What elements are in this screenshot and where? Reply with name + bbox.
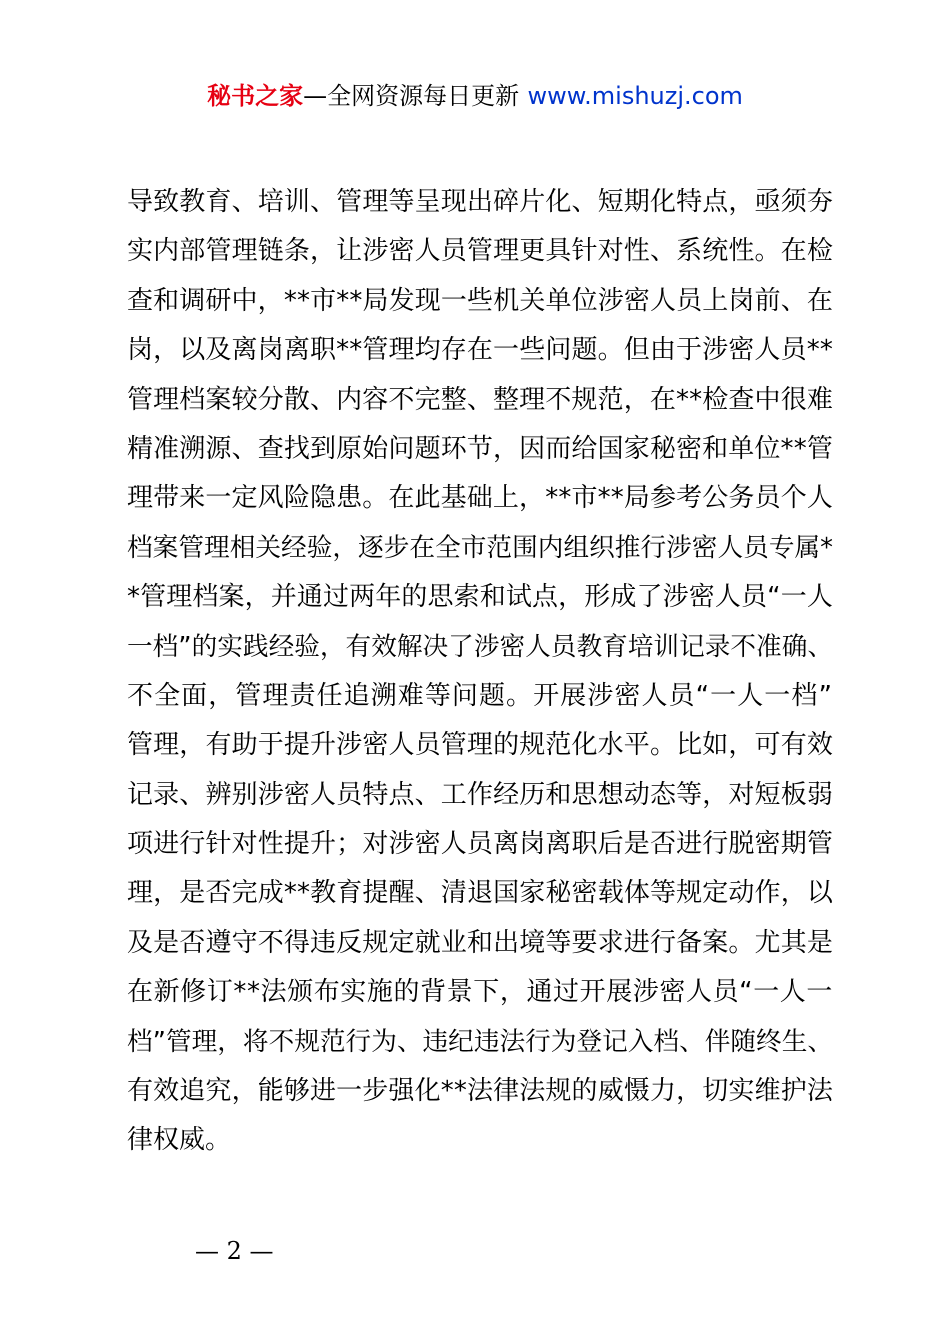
document-body bbox=[127, 178, 833, 1166]
body-line: 导致教育、培训、管理等呈现出碎片化、短期化特点，亟须夯 bbox=[127, 187, 833, 217]
body-line: 律权威。 bbox=[127, 1125, 232, 1156]
body-line: 实内部管理链条，让涉密人员管理更具针对性、系统性。在检 bbox=[127, 236, 833, 267]
body-line: 岗，以及离岗离职**管理均存在一些问题。但由于涉密人员** bbox=[127, 335, 833, 366]
body-line: 精准溯源、查找到原始问题环节，因而给国家秘密和单位**管 bbox=[127, 433, 833, 464]
body-line: 档案管理相关经验，逐步在全市范围内组织推行涉密人员专属* bbox=[127, 532, 833, 563]
body-line: 在新修订**法颁布实施的背景下，通过开展涉密人员“一人一 bbox=[127, 977, 833, 1008]
body-line: 及是否遵守不得违反规定就业和出境等要求进行备案。尤其是 bbox=[127, 927, 833, 958]
site-banner bbox=[0, 80, 950, 112]
body-line: 不全面，管理责任追溯难等问题。开展涉密人员“一人一档” bbox=[127, 680, 833, 711]
body-line: 项进行针对性提升；对涉密人员离岗离职后是否进行脱密期管 bbox=[127, 829, 833, 860]
body-line: 记录、辨别涉密人员特点、工作经历和思想动态等，对短板弱 bbox=[127, 779, 833, 810]
body-line: 档”管理，将不规范行为、违纪违法行为登记入档、伴随终生、 bbox=[127, 1026, 833, 1057]
body-line: 理带来一定风险隐患。在此基础上，**市**局参考公务员个人 bbox=[127, 483, 833, 514]
body-line: 管理档案较分散、内容不完整、整理不规范，在**检查中很难 bbox=[127, 384, 833, 415]
body-line: 查和调研中，**市**局发现一些机关单位涉密人员上岗前、在 bbox=[127, 285, 833, 316]
body-line: 理，是否完成**教育提醒、清退国家秘密载体等规定动作，以 bbox=[127, 878, 833, 909]
banner-tagline: —全网资源每日更新 bbox=[303, 82, 520, 110]
body-line: *管理档案，并通过两年的思索和试点，形成了涉密人员“一人 bbox=[127, 582, 833, 613]
body-line: 管理，有助于提升涉密人员管理的规范化水平。比如，可有效 bbox=[127, 730, 833, 761]
site-url-link[interactable]: www.mishuzj.com bbox=[527, 82, 743, 110]
body-line: 有效追究，能够进一步强化**法律法规的威慑力，切实维护法 bbox=[127, 1076, 833, 1107]
page-number: — 2 — bbox=[195, 1237, 274, 1265]
brand-name: 秘书之家 bbox=[207, 82, 304, 110]
body-line: 一档”的实践经验，有效解决了涉密人员教育培训记录不准确、 bbox=[127, 631, 833, 662]
